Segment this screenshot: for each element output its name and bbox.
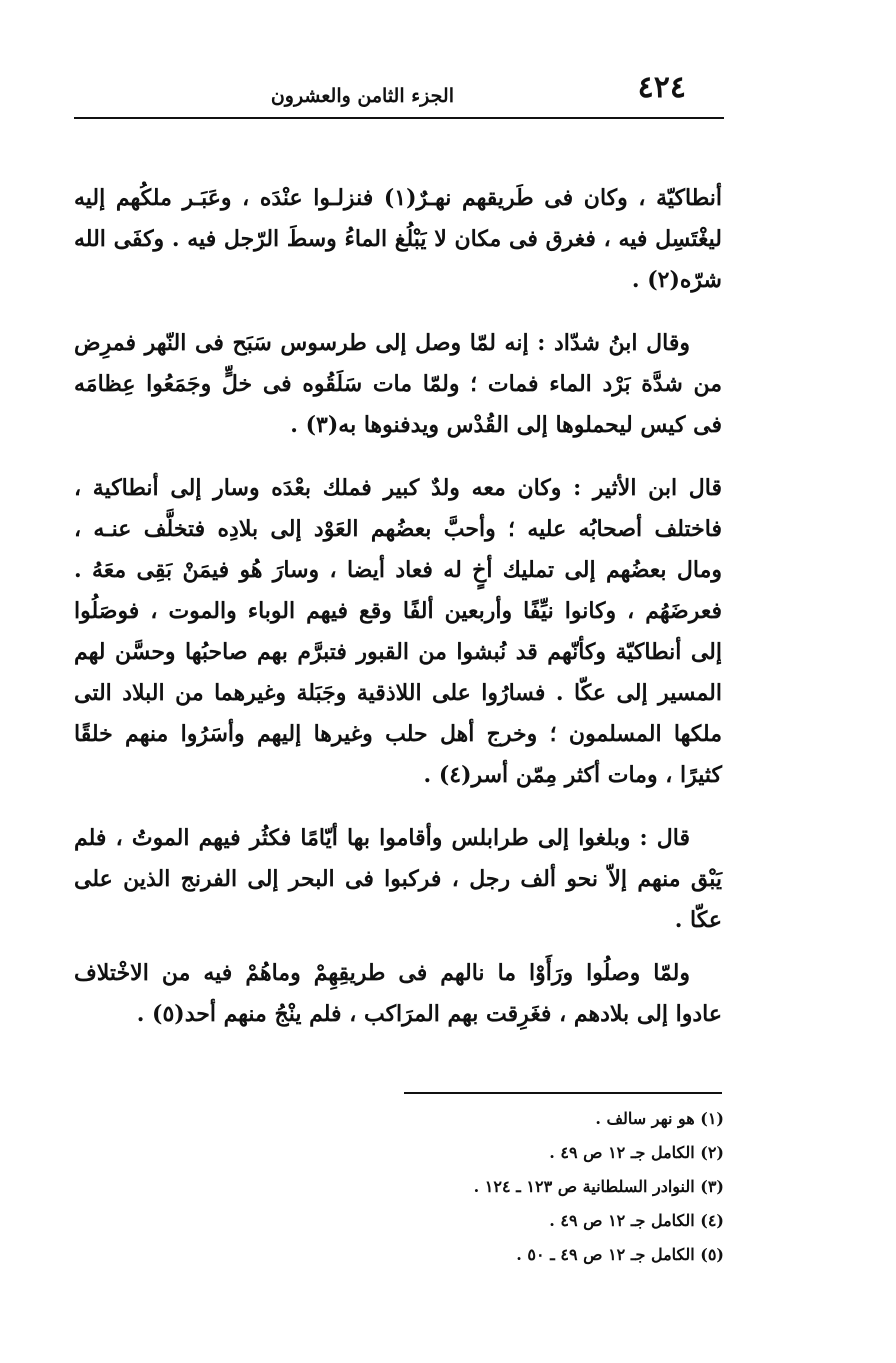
footnote-1: (١) هو نهر سالف . [595,1109,724,1128]
paragraph-2: وقال ابنُ شدّاد : إنه لمّا وصل إلى طرسوس سَبَح فى النّهر فمرِض من شدَّة بَرْد الماء فمات ؛ ولمّا مات سَلَقُوه فى خلٍّ وجَمَعُوا عِظامَه فى كيس ليحملوها إلى القُدْس ويدفنوها به(٣) . [74,330,722,438]
paragraph-3: قال ابن الأثير : وكان معه ولدٌ كبير فملك بعْدَه وسار إلى أنطاكية ، فاختلف أصحابُه عليه ؛ وأحبَّ بعضُهم العَوْد إلى بلادِه فتخلَّف عنـه ، ومال بعضُهم إلى تمليك أخٍ له فعاد أيضا ، وسارَ هُو فيمَنْ بَقِى معَهُ . فعرضَهُم ، وكانوا نيِّفًا وأربعين ألفًا وقع فيهم الوباء والموت ، فوصَلُوا إلى أنطاكيّة وكأنّهم قد نُبشوا من القبور فتبرَّم بهم صاحبُها وحسَّن لهم المسير إلى عكّا . فسارُوا على اللاذقية وجَبَلة وغيرهما من البلاد التى ملكها المسلمون ؛ وخرج أهل حلب وغيرها إليهم وأسَرُوا منهم خلقًا كثيرًا ، ومات أكثر مِمّن أسر(٤) . [74,475,722,788]
page-header [74,70,724,114]
paragraph-4: قال : وبلغوا إلى طرابلس وأقاموا بها أيّامًا فكثُر فيهم الموتُ ، فلم يَبْق منهم إلاّ نحو ألف رجل ، فركبوا فى البحر إلى الفرنج الذين على عكّا . [74,825,722,933]
footnote-4: (٤) الكامل جـ ١٢ ص ٤٩ . [549,1211,724,1230]
body-text [74,178,722,1057]
footnote-3: (٣) النوادر السلطانية ص ١٢٣ ـ ١٢٤ . [473,1177,724,1196]
paragraph-1: أنطاكيّة ، وكان فى طَريقهم نهـرٌ(١) فنزلـوا عنْدَه ، وعَبَـر ملكُهم إليه ليغْتَسِل فيه ، فغرق فى مكان لا يَبْلُغ الماءُ وسطَ الرّجل فيه . وكفَى الله شرّه(٢) . [74,185,722,293]
footnote-2: (٢) الكامل جـ ١٢ ص ٤٩ . [549,1143,724,1162]
paragraph-5: ولمّا وصلُوا ورَأَوْا ما نالهم فى طريقِهِمْ وماهُمْ فيه من الاخْتلاف عادوا إلى بلادهم ، فغَرِقت بهم المرَاكب ، فلم ينْجُ منهم أحد(٥) . [74,960,722,1027]
footnote-5: (٥) الكامل جـ ١٢ ص ٤٩ ـ ٥٠ . [516,1245,724,1264]
footnote-rule [404,1092,722,1094]
footnotes [300,1102,724,1272]
running-title: الجزء الثامن والعشرون [270,85,454,107]
page-number: ٤٢٤ [637,70,686,105]
header-rule [74,117,724,119]
